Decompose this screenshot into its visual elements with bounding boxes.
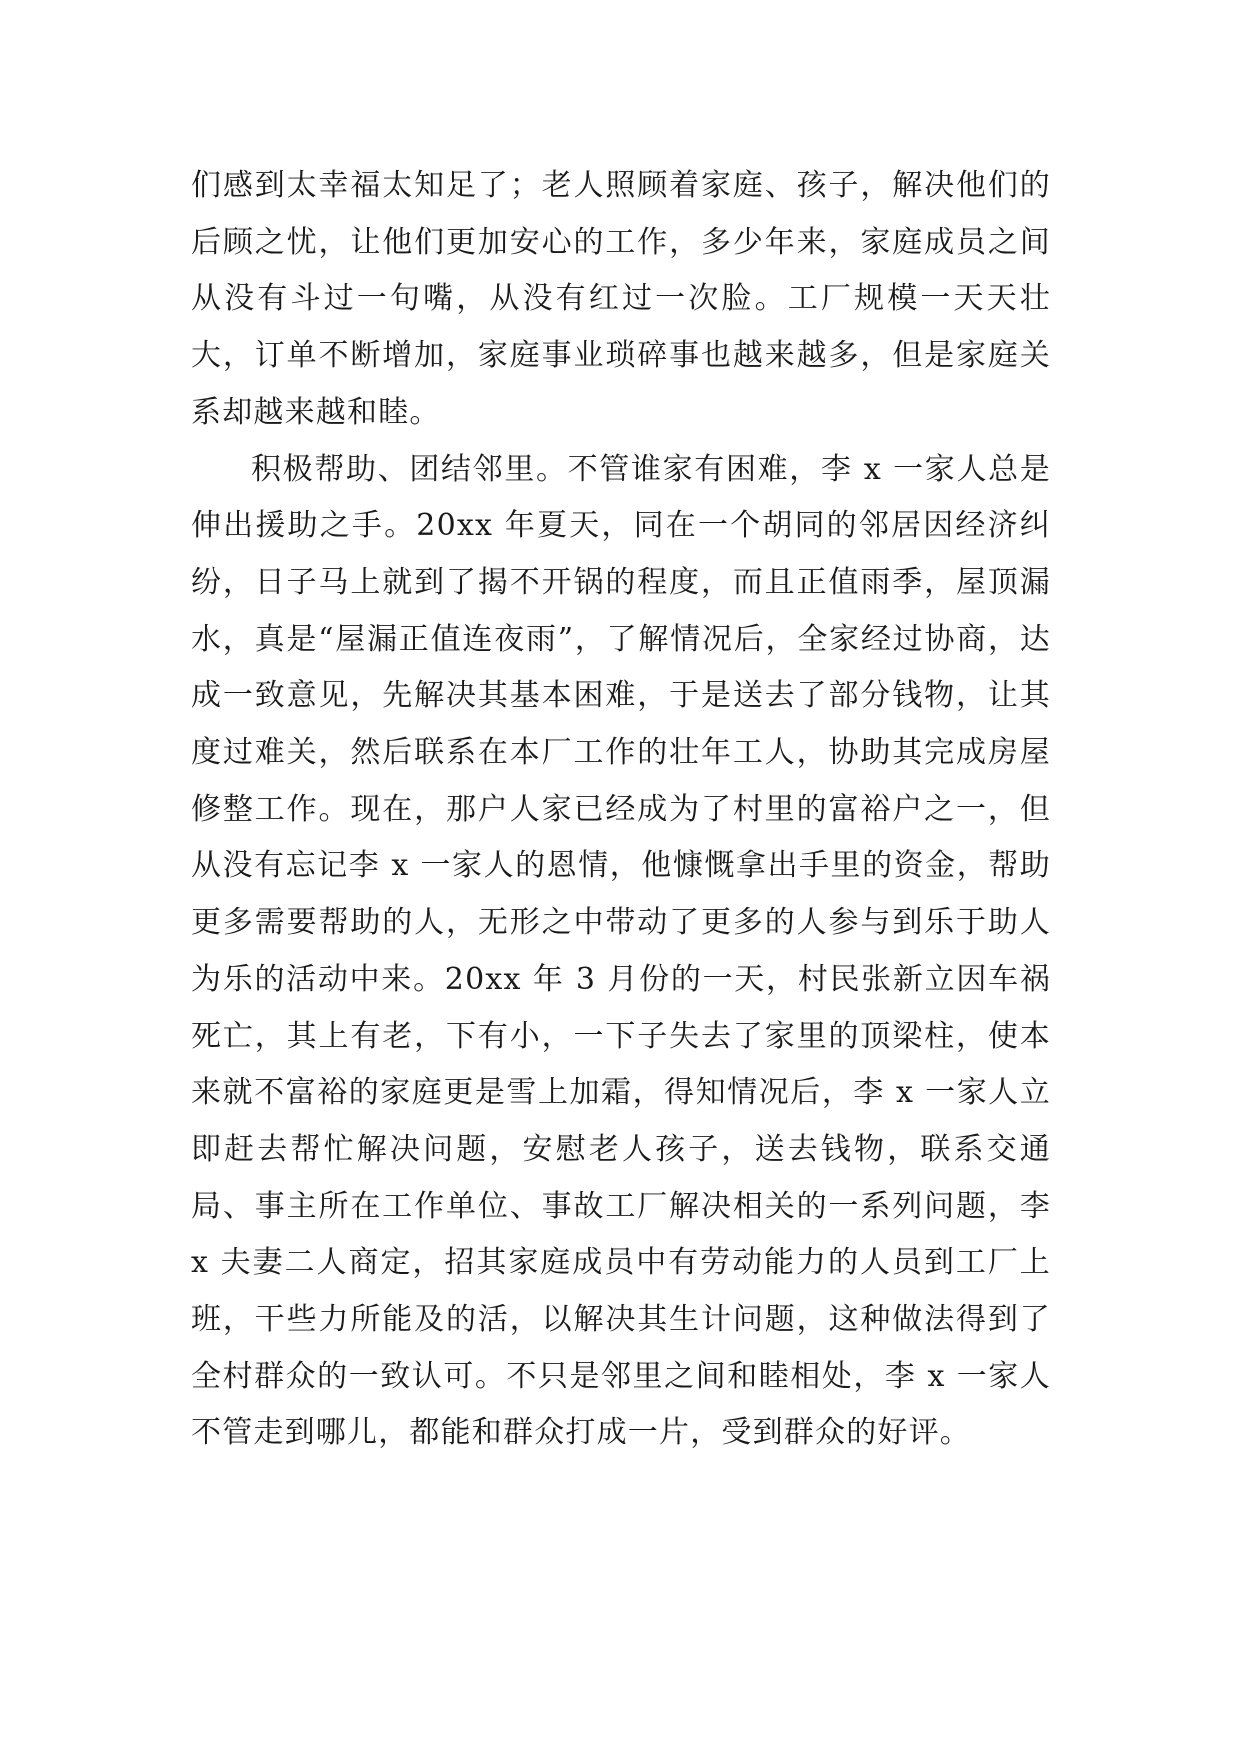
paragraph-neighbor-help: 积极帮助、团结邻里。不管谁家有困难，李 x 一家人总是伸出援助之手。20xx 年夏天，同在一个胡同的邻居因经济纠纷，日子马上就到了揭不开锅的程度，而且正值雨季，屋顶漏水，真是“屋漏正值连夜雨”，了解情况后，全家经过协商，达成一致意见，先解决其基本困难，于是送去了部分钱物，让其度过难关，然后联系在本厂工作的壮年工人，协助其完成房屋修整工作。现在，那户人家已经成为了村里的富裕户之一，但从没有忘记李 x 一家人的恩情，他慷慨拿出手里的资金，帮助更多需要帮助的人，无形之中带动了更多的人参与到乐于助人为乐的活动中来。20xx 年 3 月份的一天，村民张新立因车祸死亡，其上有老，下有小，一下子失去了家里的顶梁柱，使本来就不富裕的家庭更是雪上加霜，得知情况后，李 x 一家人立即赶去帮忙解决问题，安慰老人孩子，送去钱物，联系交通局、事主所在工作单位、事故工厂解决相关的一系列问题，李 x 夫妻二人商定，招其家庭成员中有劳动能力的人员到工厂上班，干些力所能及的活，以解决其生计问题，这种做法得到了全村群众的一致认可。不只是邻里之间和睦相处，李 x 一家人不管走到哪儿，都能和群众打成一片，受到群众的好评。	[191, 451, 1051, 1451]
paragraph-continuation: 们感到太幸福太知足了；老人照顾着家庭、孩子，解决他们的后顾之忧，让他们更加安心的工作，多少年来，家庭成员之间从没有斗过一句嘴，从没有红过一次脸。工厂规模一天天壮大，订单不断增加，家庭事业琐碎事也越来越多，但是家庭关系却越来越和睦。	[191, 168, 1051, 430]
body-text	[191, 158, 1051, 1462]
